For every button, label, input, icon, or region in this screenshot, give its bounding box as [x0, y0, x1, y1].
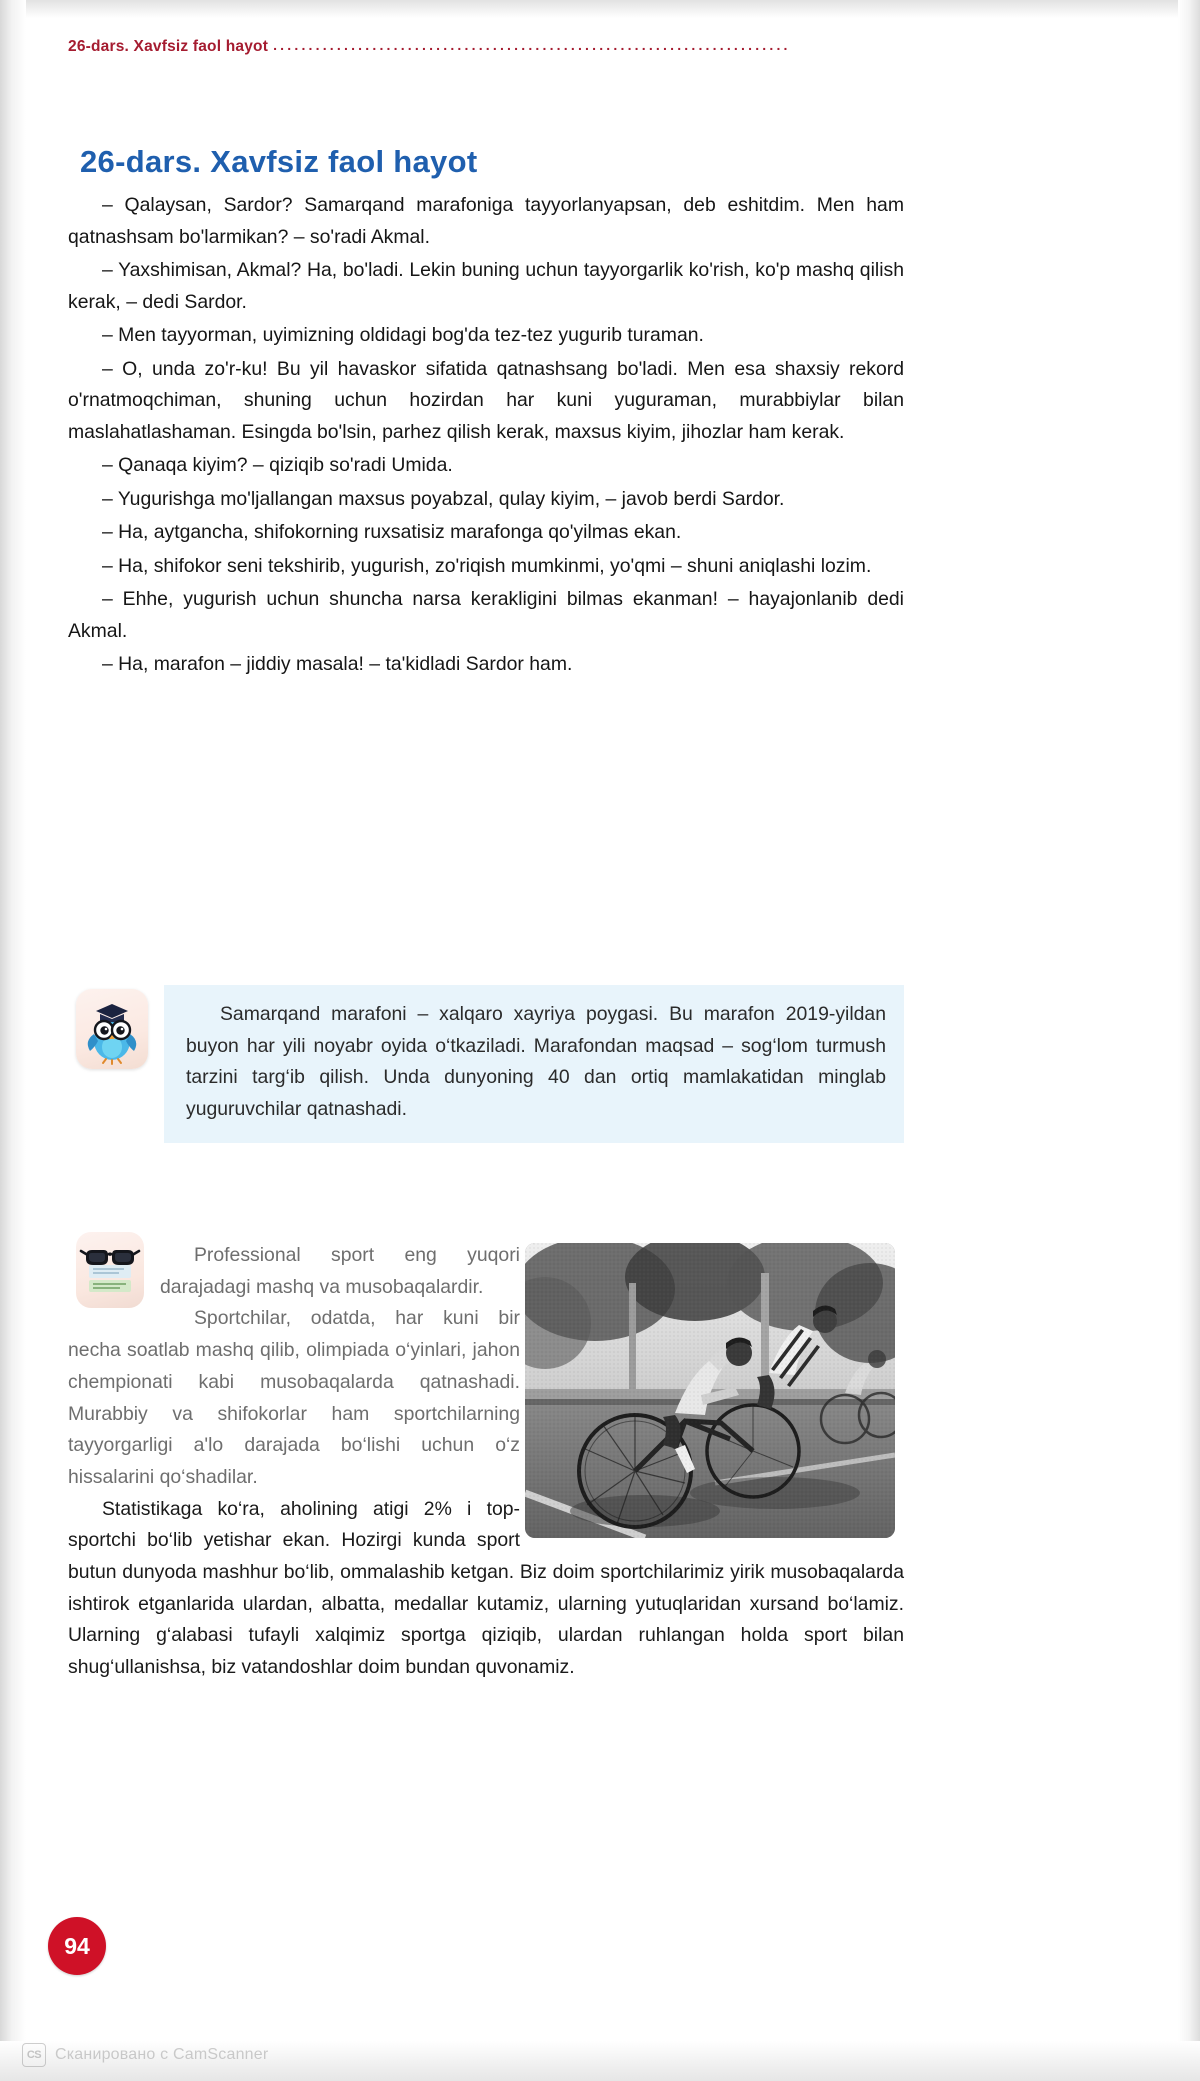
running-head-text: 26-dars. Xavfsiz faol hayot [68, 38, 269, 55]
dialogue-line: – Qalaysan, Sardor? Samarqand marafoniga tayyorlanyapsan, deb eshitdim. Men ham qatnashsam bo'larmikan? – so'radi Akmal. [68, 194, 904, 248]
dialogue-block [68, 190, 904, 683]
dialogue-line: – Yaxshimisan, Akmal? Ha, bo'ladi. Lekin buning uchun tayyorgarlik ko'rish, ko'p mashq qilish kerak, – dedi Sardor. [68, 259, 904, 313]
camscanner-logo-icon: CS [22, 2043, 46, 2067]
running-head [68, 38, 898, 56]
article-paragraph: Professional sport eng yuqori darajadagi mashq va musobaqalardir. [160, 1244, 520, 1298]
dialogue-line: – Men tayyorman, uyimizning oldidagi bog'da tez-tez yugurib turaman. [102, 324, 704, 346]
camscanner-watermark [22, 2043, 268, 2067]
info-box [68, 985, 904, 1145]
dialogue-line: – Yugurishga mo'ljallangan maxsus poyabzal, qulay kiyim, – javob berdi Sardor. [102, 487, 785, 510]
icon-text-wrap-spacer [68, 1240, 160, 1320]
article-body [68, 1240, 904, 1684]
owl-graduate-icon [76, 989, 148, 1069]
info-box-text: Samarqand marafoni – xalqaro xayriya poygasi. Bu marafon 2019-yildan buyon har yili noyabr oyida o‘tkaziladi. Marafondan maqsad – sog‘lom turmush tarzini targ‘ib qilish. Unda dunyoning 40 dan ortiq mamlakatidan minglab yuguruvchilar qatnashadi. [186, 1003, 886, 1120]
dialogue-line: – O, unda zo'r-ku! Bu yil havaskor sifatida qatnashsang bo'ladi. Men esa shaxsiy rekord o'rnatmoqchiman, shuning uchun hozirdan har kuni yuguraman, murabbiylar bilan maslahatlashaman. Esingda bo'lsin, parhez qilish kerak, maxsus kiyim, jihozlar ham kerak. [68, 357, 904, 443]
article-paragraph: Statistikaga ko‘ra, aholining atigi 2% i top-sportchi bo‘lib yetishar ekan. Hozirgi kunda sport butun dunyoda mashhur bo‘lib, ommalashib ketgan. Biz doim sportchilarimiz yirik musobaqalarda ishtirok etganlarida ulardan, albatta, medallar kutamiz, ularning yutuqlaridan xursand bo‘lamiz. Ularning g‘alabasi tufayli xalqimiz sportga qiziqib, ulardan ruhlangan holda sport bilan shug‘ullanishsa, biz vatandoshlar doim bundan quvonamiz. [68, 1497, 904, 1679]
page-title: 26-dars. Xavfsiz faol hayot [80, 143, 478, 179]
article-paragraph: Sportchilar, odatda, har kuni bir necha soatlab mashq qilib, olimpiada o‘yinlari, jahon chempionati kabi musobaqalarda qatnashadi. Murabbiy va shifokorlar ham sportchilarning tayyorgarligi a'lo darajada bo‘lishi uchun o‘z hissalarini qo‘shadilar. [68, 1307, 520, 1488]
running-head-dot-leader: ......................................................................... [273, 37, 791, 53]
dialogue-line: – Ha, aytgancha, shifokorning ruxsatisiz marafonga qo'yilmas ekan. [102, 521, 682, 543]
dialogue-line: – Ehhe, yugurish uchun shuncha narsa kerakligini bilmas ekanman! – hayajonlanib dedi Akmal. [68, 588, 904, 642]
camscanner-label: Сканировано с CamScanner [55, 2046, 269, 2063]
dialogue-line: – Ha, marafon – jiddiy masala! – ta'kidladi Sardor ham. [102, 653, 573, 675]
page-number-badge: 94 [48, 1917, 106, 1975]
photo-text-wrap-spacer [520, 1240, 904, 1540]
dialogue-line: – Ha, shifokor seni tekshirib, yugurish, zo'riqish mumkinmi, yo'qmi – shuni aniqlashi lozim. [102, 554, 872, 577]
dialogue-line: – Qanaqa kiyim? – qiziqib so'radi Umida. [102, 454, 453, 476]
